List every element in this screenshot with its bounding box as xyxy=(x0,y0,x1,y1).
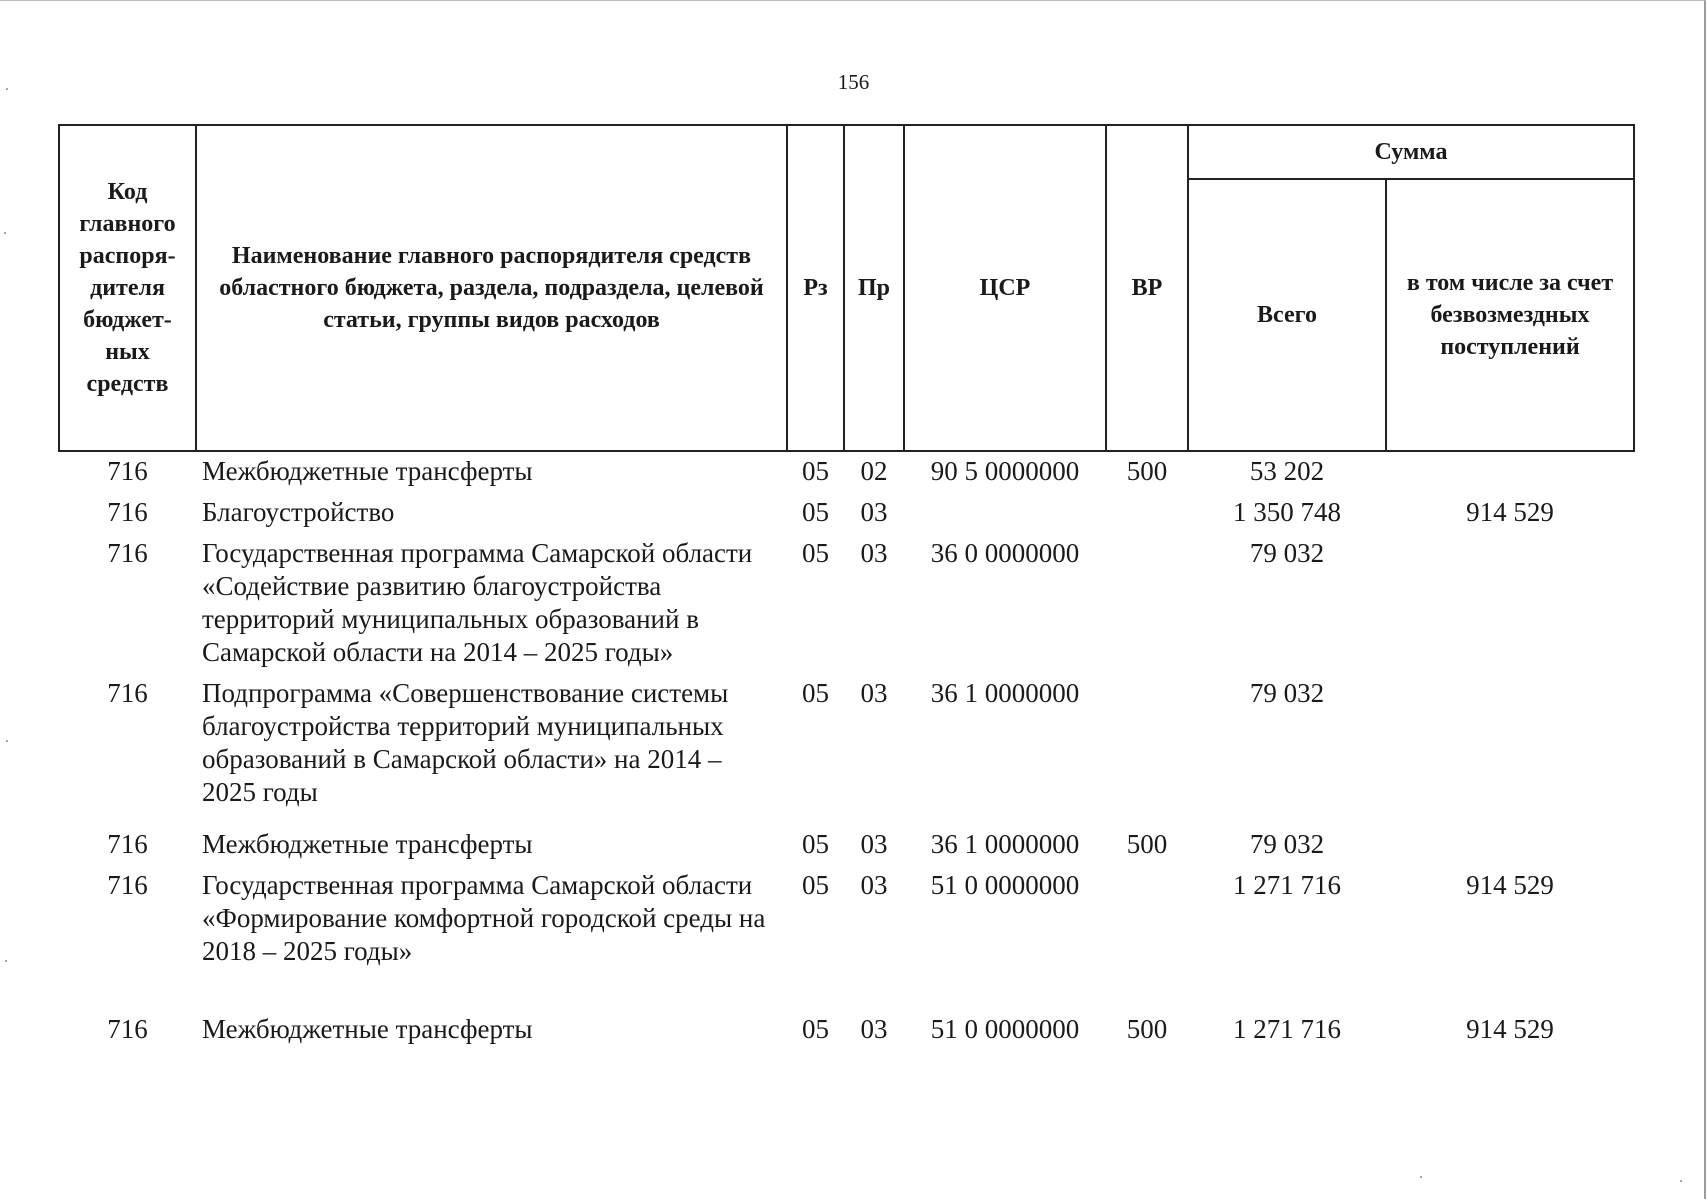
table-row xyxy=(59,825,1634,866)
cell-total: 79 032 xyxy=(1249,678,1325,708)
cell-pr: 03 xyxy=(860,678,888,708)
cell-name: Государственная программа Самарской области «Формирование комфортной городской среды на 2018 – 2025 годы» xyxy=(202,870,766,966)
cell-csr: 51 0 0000000 xyxy=(930,1014,1080,1044)
cell-vr: 500 xyxy=(1126,829,1168,859)
cell-vr xyxy=(1106,674,1188,825)
cell-grants: 914 529 xyxy=(1466,497,1554,527)
cell-grants: 914 529 xyxy=(1466,1014,1554,1044)
table-row xyxy=(59,866,1634,1010)
cell-rz: 05 xyxy=(802,1014,829,1044)
cell-name: Межбюджетные трансферты xyxy=(202,829,533,859)
scan-speck xyxy=(6,740,8,742)
cell-rz: 05 xyxy=(802,456,829,486)
cell-name: Межбюджетные трансферты xyxy=(202,456,533,486)
table-row xyxy=(59,674,1634,825)
scan-speck xyxy=(5,960,7,962)
cell-rz: 05 xyxy=(802,497,829,527)
cell-name: Подпрограмма «Совершенствование системы благоустройства территорий муниципальных образований в Самарской области» на 2014 – 2025 годы xyxy=(202,678,729,807)
cell-pr: 03 xyxy=(860,497,888,527)
cell-grants xyxy=(1386,674,1634,825)
cell-code: 716 xyxy=(107,870,148,900)
table-row xyxy=(59,493,1634,534)
scan-speck xyxy=(1420,1176,1422,1178)
table-header xyxy=(59,125,1634,451)
scan-speck xyxy=(4,232,6,234)
cell-name: Государственная программа Самарской области «Содействие развитию благоустройства территорий муниципальных образований в Самарской области на 2014 – 2025 годы» xyxy=(202,538,753,667)
cell-name: Межбюджетные трансферты xyxy=(202,1014,533,1044)
header-code: Код главного распоря-дителя бюджет-ных средств xyxy=(59,125,196,451)
header-name: Наименование главного распорядителя средств областного бюджета, раздела, подраздела, целевой статьи, группы видов расходов xyxy=(196,125,787,451)
cell-rz: 05 xyxy=(802,870,829,900)
cell-grants xyxy=(1386,534,1634,674)
cell-code: 716 xyxy=(107,497,148,527)
cell-vr xyxy=(1106,534,1188,674)
cell-rz: 05 xyxy=(802,678,829,708)
page-number: 156 xyxy=(837,70,870,94)
cell-csr: 36 0 0000000 xyxy=(930,538,1080,568)
header-grants: в том числе за счет безвозмездных поступлений xyxy=(1386,179,1634,451)
cell-csr xyxy=(904,493,1106,534)
cell-pr: 03 xyxy=(860,1014,888,1044)
cell-rz: 05 xyxy=(802,538,829,568)
cell-total: 79 032 xyxy=(1249,829,1325,859)
header-vr: ВР xyxy=(1106,125,1188,451)
cell-code: 716 xyxy=(107,829,148,859)
cell-csr: 90 5 0000000 xyxy=(930,456,1080,486)
cell-grants xyxy=(1386,451,1634,493)
cell-total: 79 032 xyxy=(1249,538,1325,568)
table-body xyxy=(59,451,1634,1051)
table-row xyxy=(59,451,1634,493)
cell-total: 1 350 748 xyxy=(1233,497,1341,527)
cell-vr xyxy=(1106,866,1188,1010)
cell-pr: 03 xyxy=(860,538,888,568)
cell-code: 716 xyxy=(107,456,148,486)
cell-csr: 51 0 0000000 xyxy=(930,870,1080,900)
header-total: Всего xyxy=(1188,179,1386,451)
cell-grants xyxy=(1386,825,1634,866)
header-sum: Сумма xyxy=(1188,125,1634,179)
cell-rz: 05 xyxy=(802,829,829,859)
cell-csr: 36 1 0000000 xyxy=(930,829,1080,859)
budget-table xyxy=(58,124,1635,1051)
cell-vr xyxy=(1106,493,1188,534)
cell-pr: 03 xyxy=(860,870,888,900)
scan-speck xyxy=(6,88,8,90)
cell-code: 716 xyxy=(107,1014,148,1044)
cell-vr: 500 xyxy=(1126,456,1168,486)
cell-pr: 02 xyxy=(860,456,888,486)
table-row xyxy=(59,1010,1634,1051)
header-rz: Рз xyxy=(787,125,844,451)
header-csr: ЦСР xyxy=(904,125,1106,451)
cell-total: 1 271 716 xyxy=(1233,1014,1341,1044)
cell-name: Благоустройство xyxy=(202,497,395,527)
cell-csr: 36 1 0000000 xyxy=(930,678,1080,708)
cell-vr: 500 xyxy=(1126,1014,1168,1044)
cell-code: 716 xyxy=(107,678,148,708)
cell-total: 53 202 xyxy=(1249,456,1325,486)
table-row xyxy=(59,534,1634,674)
cell-code: 716 xyxy=(107,538,148,568)
cell-total: 1 271 716 xyxy=(1233,870,1341,900)
cell-grants: 914 529 xyxy=(1466,870,1554,900)
header-pr: Пр xyxy=(844,125,904,451)
scan-speck xyxy=(1680,1180,1682,1182)
cell-pr: 03 xyxy=(860,829,888,859)
